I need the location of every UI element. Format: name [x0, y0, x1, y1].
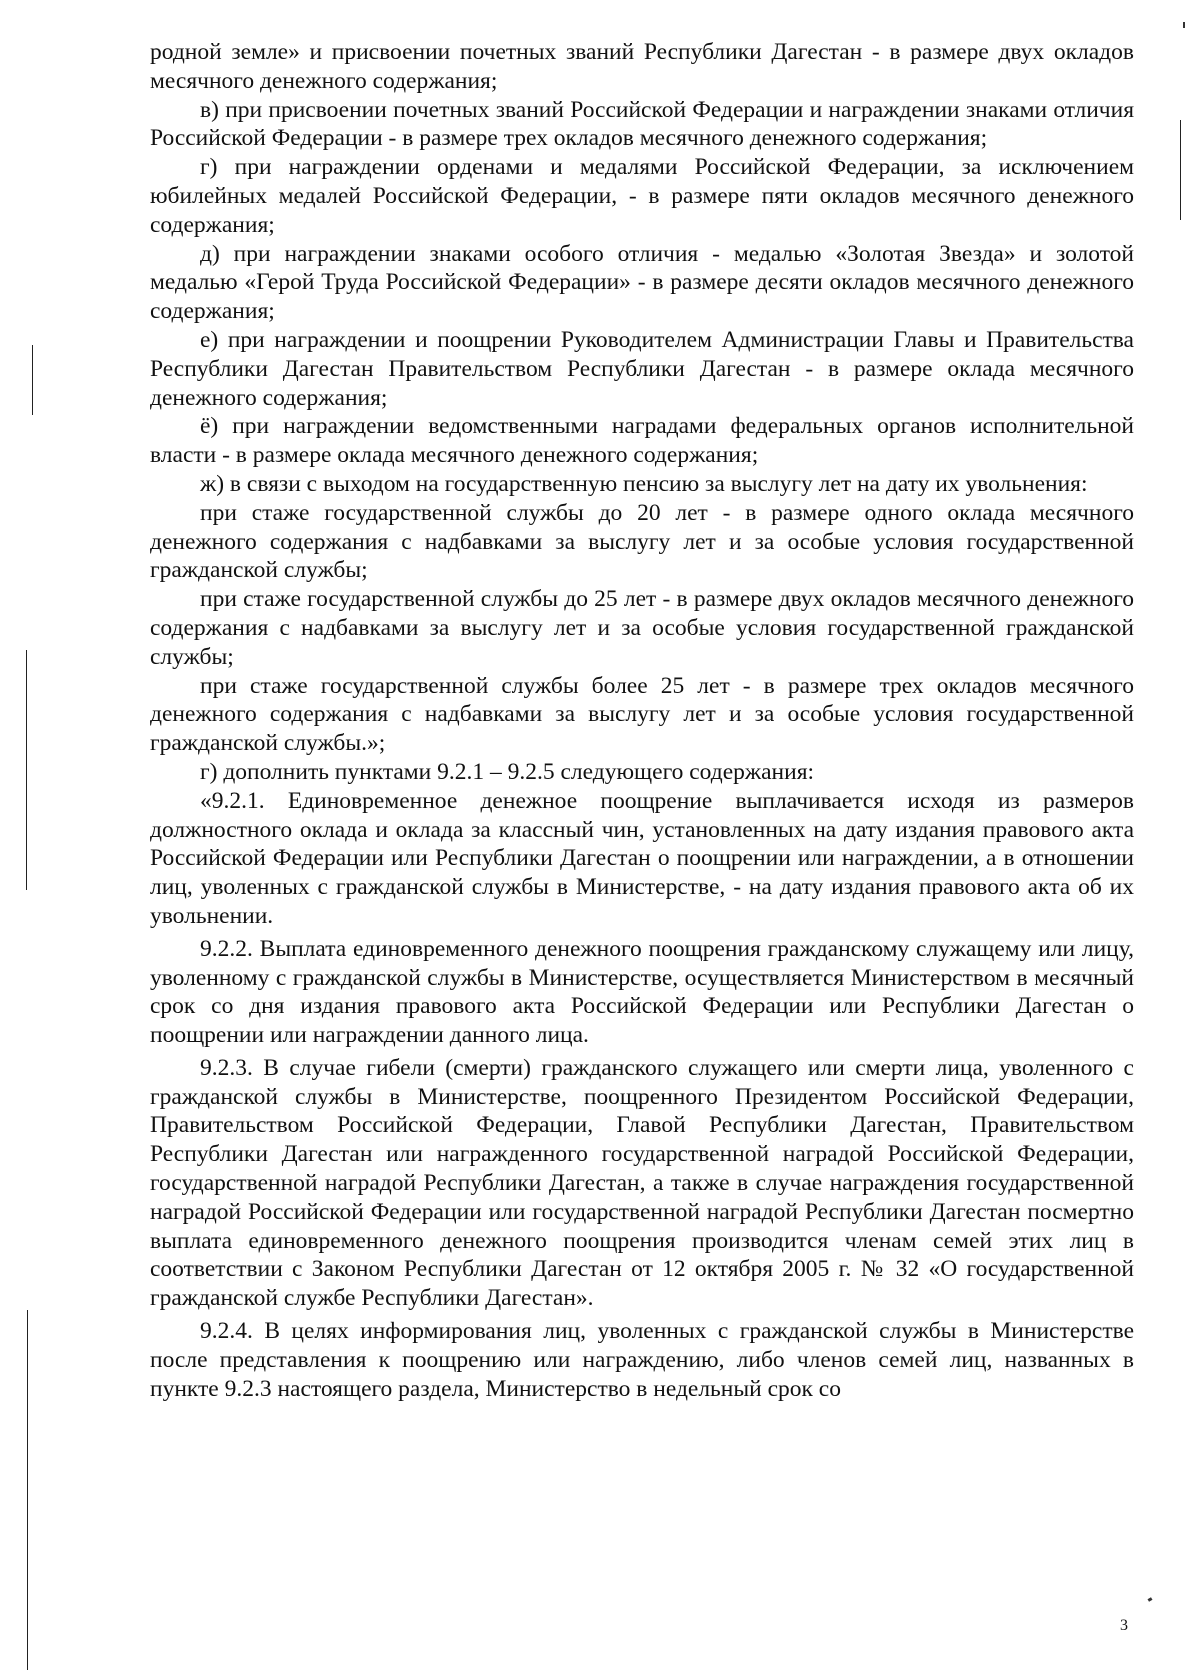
- paragraph-amendment-g: г) дополнить пунктами 9.2.1 – 9.2.5 следующего содержания:: [200, 758, 815, 785]
- paragraph-9-2-4: 9.2.4. В целях информирования лиц, уволенных с гражданской службы в Министерстве после представления к поощрению или награждению, либо членов семей лиц, названных в пункте 9.2.3 настоящего раздела, Министерство в недельный срок со: [150, 1318, 1134, 1402]
- scan-margin-line-left-upper: [32, 345, 33, 415]
- paragraph-item-v: в) при присвоении почетных званий Российской Федерации и награждении знаками отличия Российской Федерации - в размере трех окладов месячного денежного содержания;: [150, 96, 1134, 152]
- paragraph-service-over-25: при стаже государственной службы более 25 лет - в размере трех окладов месячного денежного содержания с надбавками за выслугу лет и за особые условия государственной гражданской службы.»;: [150, 672, 1134, 757]
- paragraph-service-20: при стаже государственной службы до 20 лет - в размере одного оклада месячного денежного содержания с надбавками за выслугу лет и за особые условия государственной гражданской службы;: [150, 499, 1134, 584]
- paragraph-continuation: родной земле» и присвоении почетных званий Республики Дагестан - в размере двух окладов месячного денежного содержания;: [150, 39, 1134, 94]
- scan-mark-top-right: [1183, 22, 1185, 28]
- paragraph-9-2-3: 9.2.3. В случае гибели (смерти) гражданского служащего или смерти лица, уволенного с гражданской службы в Министерстве, поощренного Президентом Российской Федерации, Правительством Российской Федерации, Главой Республики Дагестан, Правительством Республики Дагестан или награжденного государственной наградой Российской Федерации, государственной наградой Республики Дагестан, а также в случае награждения государственной наградой Российской Федерации или государственной наградой Республики Дагестан посмертно выплата единовременного денежного поощрения производится членам семей этих лиц в соответствии с Законом Республики Дагестан от 12 октября 2005 г. № 32 «О государственной гражданской службе Республики Дагестан».: [150, 1054, 1134, 1312]
- scan-margin-line-left-lower: [27, 1310, 28, 1670]
- scan-mark-bottom-right: [1148, 1597, 1153, 1602]
- scan-margin-line-right: [1180, 120, 1181, 220]
- page-number: 3: [1120, 1617, 1128, 1634]
- paragraph-item-d: д) при награждении знаками особого отличия - медалью «Золотая Звезда» и золотой медалью «Герой Труда Российской Федерации» - в размере десяти окладов месячного денежного содержания;: [150, 240, 1134, 325]
- paragraph-item-g: г) при награждении орденами и медалями Российской Федерации, за исключением юбилейных медалей Российской Федерации, - в размере пяти окладов месячного денежного содержания;: [150, 154, 1134, 238]
- paragraph-service-25: при стаже государственной службы до 25 лет - в размере двух окладов месячного денежного содержания с надбавками за выслугу лет и за особые условия государственной гражданской службы;: [150, 586, 1134, 670]
- paragraph-item-e: е) при награждении и поощрении Руководителем Администрации Главы и Правительства Республики Дагестан Правительством Республики Дагестан - в размере оклада месячного денежного содержания;: [150, 326, 1134, 411]
- scan-margin-line-left-middle: [26, 650, 27, 890]
- paragraph-item-yo: ё) при награждении ведомственными наградами федеральных органов исполнительной власти - в размере оклада месячного денежного содержания;: [150, 413, 1134, 469]
- paragraph-9-2-1: «9.2.1. Единовременное денежное поощрение выплачивается исходя из размеров должностного оклада и оклада за классный чин, установленных на дату издания правового акта Российской Федерации или Республики Дагестан о поощрении или награждении, а в отношении лиц, уволенных с гражданской службы в Министерстве, - на дату издания правового акта об их увольнении.: [150, 787, 1134, 929]
- paragraph-item-zh: ж) в связи с выходом на государственную пенсию за выслугу лет на дату их увольнения:: [200, 470, 1088, 497]
- paragraph-9-2-2: 9.2.2. Выплата единовременного денежного поощрения гражданскому служащему или лицу, уволенному с гражданской службы в Министерстве, осуществляется Министерством в месячный срок со дня издания правового акта Российской Федерации или Республики Дагестан о поощрении или награждении данного лица.: [150, 935, 1134, 1049]
- document-body: [150, 38, 1134, 1403]
